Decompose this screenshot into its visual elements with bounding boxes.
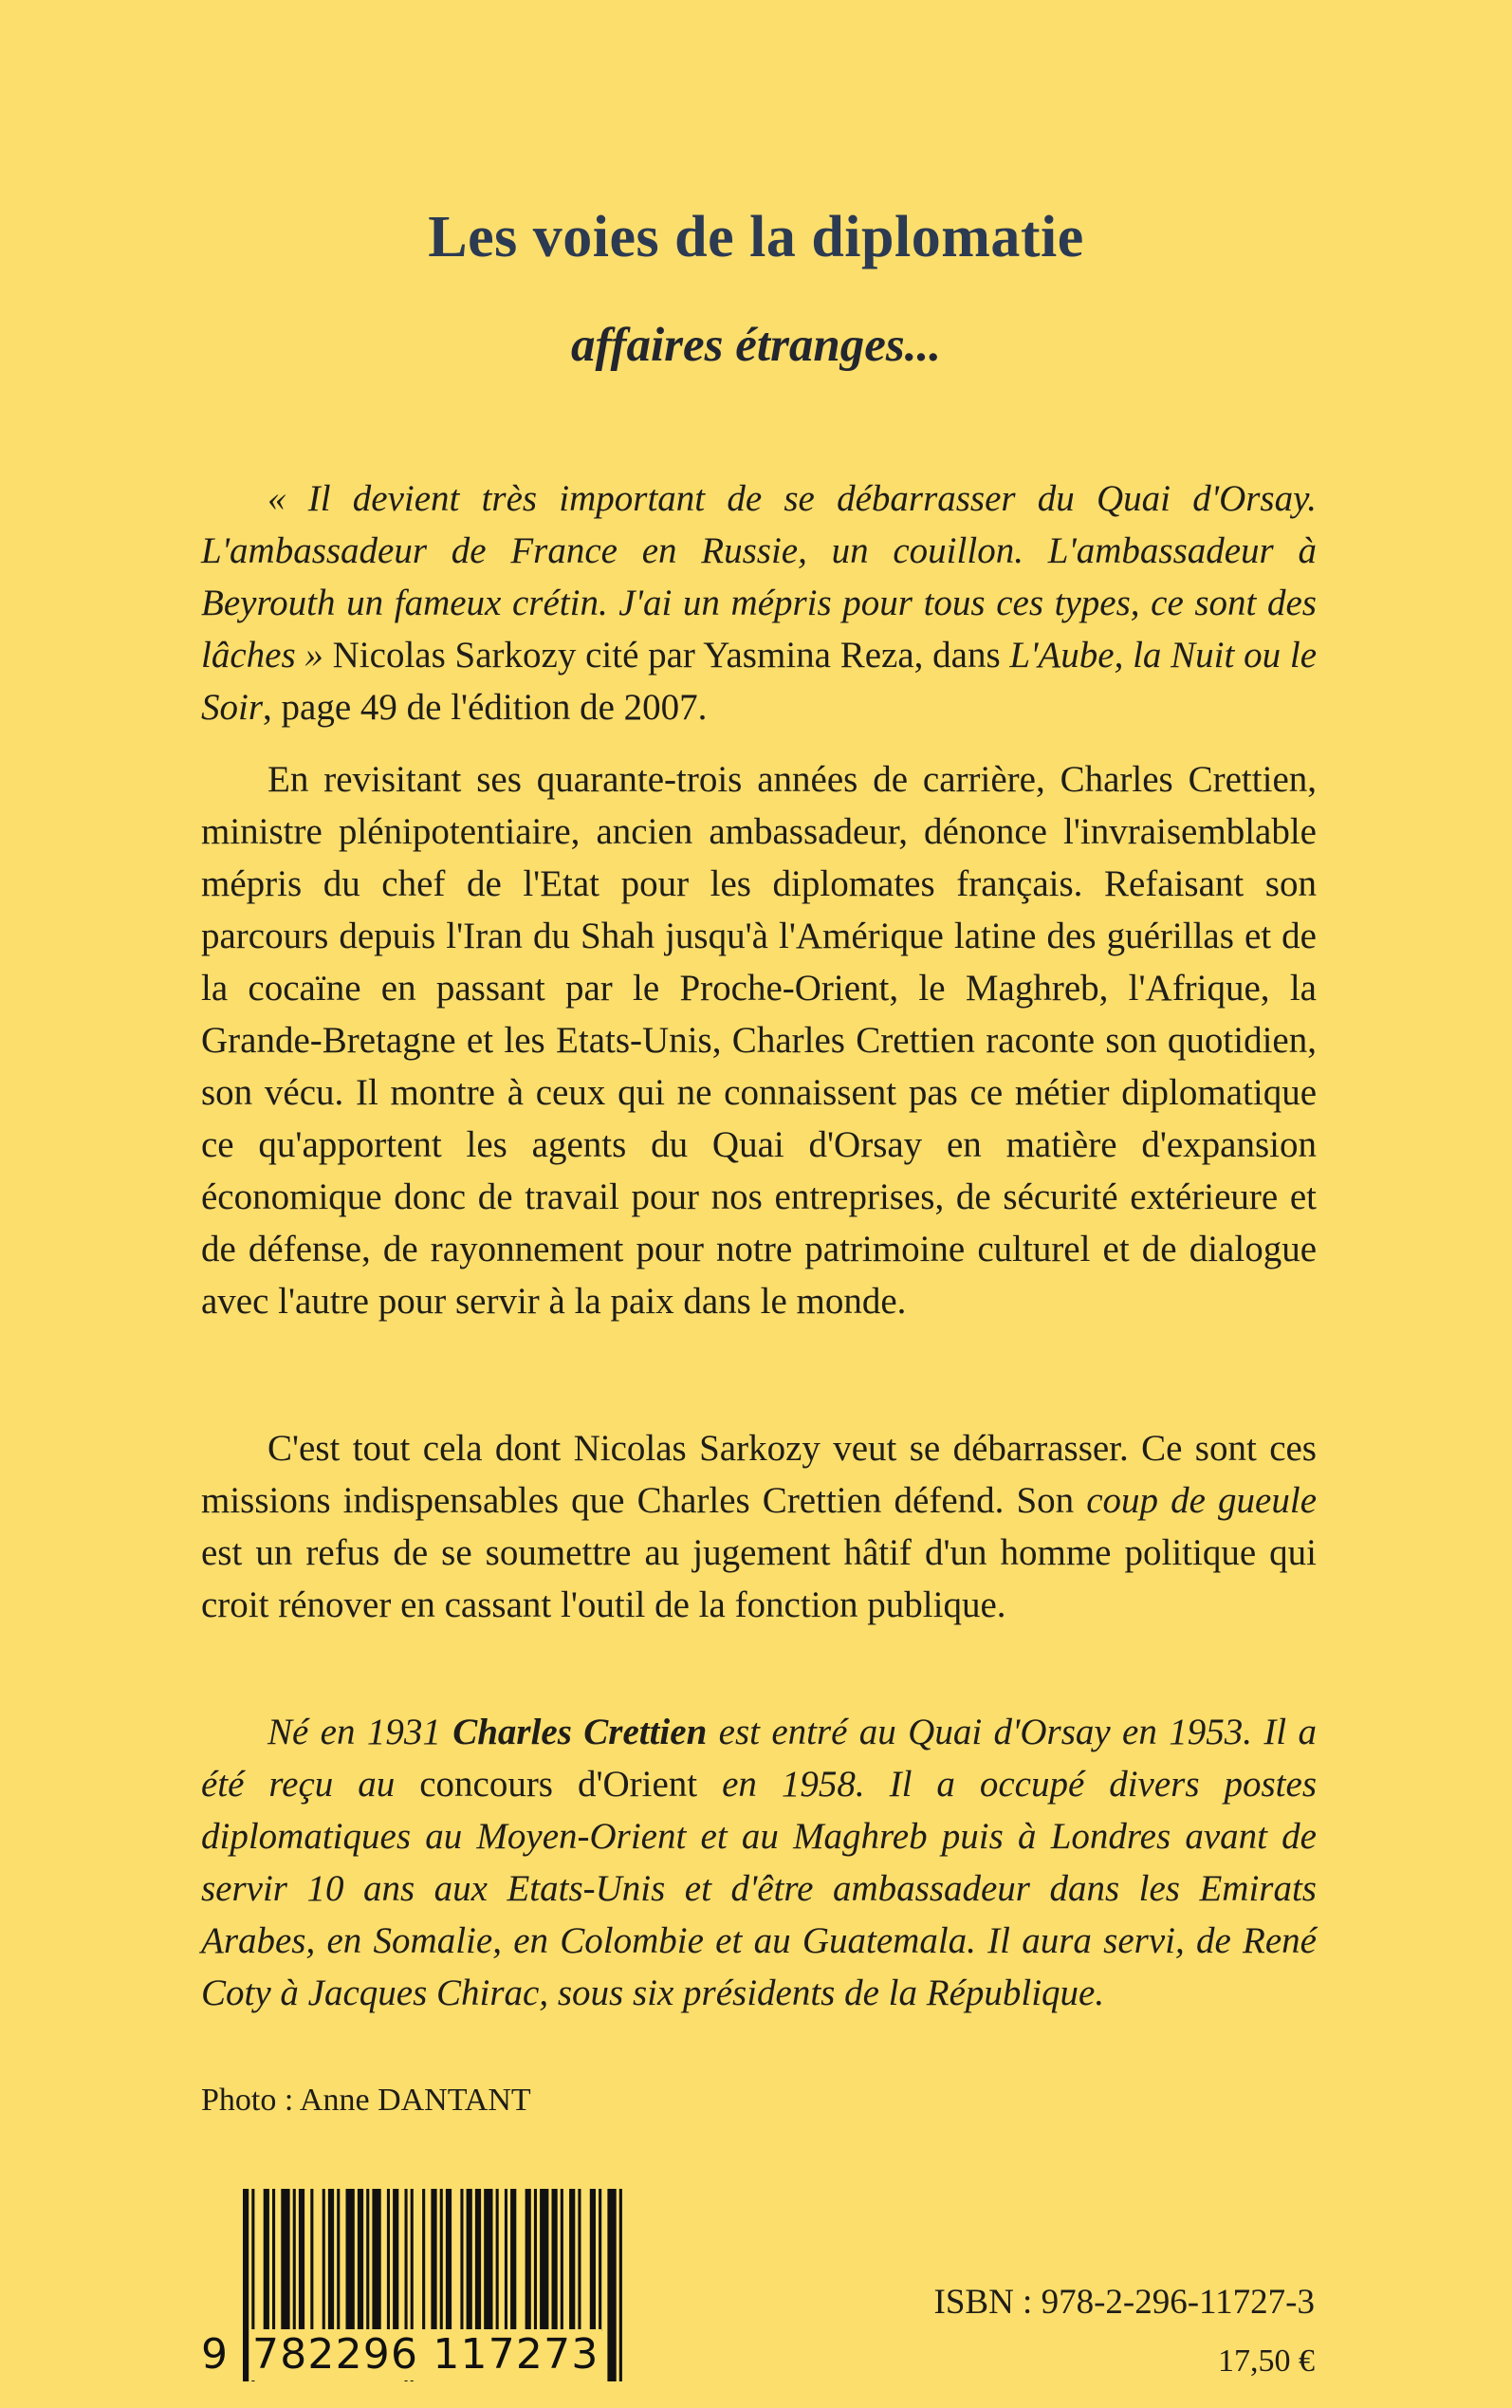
- barcode-bar: [496, 2189, 499, 2331]
- bio-part-3: en 1958. Il a occupé divers postes diplomatiques au Moyen-Orient et au Maghreb puis à Londres avant de servir 10 ans aux Etats-Unis et d'être ambassadeur dans les Emirats Arabes, en Somalie, en Colombie et au Guatemala. Il aura servi, de René Coty à Jacques Chirac, sous six présidents de la République.: [201, 1764, 1317, 2013]
- barcode-bar: [358, 2189, 363, 2331]
- barcode-bar: [475, 2189, 481, 2331]
- bio-author-name: Charles Crettien: [452, 1712, 708, 1752]
- barcode-bar: [281, 2189, 289, 2331]
- barcode-bar: [510, 2189, 516, 2331]
- barcode-digits: [201, 2329, 637, 2380]
- main-paragraph-1: En revisitant ses quarante-trois années de carrière, Charles Crettien, ministre plénipotentiaire, ancien ambassadeur, dénonce l'invraisemblable mépris du chef de l'Etat pour les diplomates français. Refaisant son parcours depuis l'Iran du Shah jusqu'à l'Amérique latine des guérillas et de la cocaïne en passant par le Proche-Orient, le Maghreb, l'Afrique, la Grande-Bretagne et les Etats-Unis, Charles Crettien raconte son quotidien, son vécu. Il montre à ceux qui ne connaissent pas ce métier diplomatique ce qu'apportent les agents du Quai d'Orsay en matière d'expansion économique donc de travail pour nos entreprises, de sécurité extérieure et de défense, de rayonnement pour notre patrimoine culturel et de dialogue avec l'autre pour servir à la paix dans le monde.: [201, 759, 1317, 1322]
- quote-italic: « Il devient très important de se débarrasser du Quai d'Orsay. L'ambassadeur de France en Russie, un couillon. L'ambassadeur à Beyrouth un fameux crétin. J'ai un mépris pour tous ces types, ce sont des lâches »: [201, 478, 1317, 676]
- book-subtitle: affaires étranges...: [570, 319, 942, 372]
- book-title: Les voies de la diplomatie: [428, 205, 1084, 269]
- barcode-bar: [323, 2189, 325, 2331]
- barcode-bar: [599, 2189, 601, 2331]
- barcode-bar: [346, 2189, 355, 2331]
- isbn: ISBN : 978-2-296-11727-3: [933, 2283, 1315, 2322]
- barcode-bar: [299, 2189, 304, 2331]
- barcode-bar: [540, 2189, 548, 2331]
- author-bio: [201, 1706, 1317, 2019]
- barcode-bar: [590, 2189, 596, 2331]
- barcode-bar: [431, 2189, 436, 2331]
- barcode-bar: [422, 2189, 425, 2331]
- barcode-bar: [387, 2189, 390, 2331]
- barcode-bar: [526, 2189, 531, 2331]
- barcode-bar: [578, 2189, 581, 2331]
- quote-edition: , page 49 de l'édition de 2007.: [263, 687, 708, 728]
- barcode-bar: [446, 2189, 452, 2331]
- barcode-bar: [372, 2189, 380, 2331]
- barcode-bar: [552, 2189, 558, 2331]
- quote-work-title: L'Aube, la Nuit ou le Soir: [201, 635, 1317, 728]
- barcode-bar: [505, 2189, 507, 2331]
- barcode-bar: [366, 2189, 369, 2331]
- barcode-bar: [264, 2189, 269, 2331]
- quote-attribution: Nicolas Sarkozy cité par Yasmina Reza, dans: [323, 635, 1010, 676]
- main-paragraph-2: [201, 1422, 1317, 1631]
- barcode-bar: [460, 2189, 463, 2331]
- barcode-bar: [467, 2189, 472, 2331]
- barcode-first-digit: 9: [201, 2330, 228, 2379]
- epigraph-quote: [201, 472, 1317, 733]
- bio-part-1: Né en 1931: [267, 1712, 453, 1752]
- main-paragraph-2-start: C'est tout cela dont Nicolas Sarkozy veut se débarrasser. Ce sont ces missions indispensables que Charles Crettien défend. Son: [201, 1428, 1317, 1521]
- photo-credit: Photo : Anne DANTANT: [201, 2083, 531, 2118]
- price: 17,50 €: [1218, 2343, 1315, 2379]
- main-paragraph-2-end: est un refus de se soumettre au jugement hâtif d'un homme politique qui croit rénover en cassant l'outil de la fonction publique.: [201, 1532, 1317, 1625]
- barcode-bar: [534, 2189, 537, 2331]
- bio-contest: concours d'Orient: [419, 1764, 698, 1805]
- bio-part-2: est entré au Quai d'Orsay en 1953. Il a été reçu au: [201, 1712, 1317, 1805]
- barcode-bar: [337, 2189, 340, 2331]
- barcode-bar: [293, 2189, 296, 2331]
- barcode-bar: [569, 2189, 575, 2331]
- barcode-bar: [440, 2189, 443, 2331]
- main-paragraph-2-italic: coup de gueule: [1086, 1480, 1318, 1521]
- barcode-bar: [484, 2189, 492, 2331]
- barcode-number: 782296 117273: [252, 2330, 599, 2379]
- barcode-bar: [310, 2189, 313, 2331]
- barcode-bar: [272, 2189, 275, 2331]
- barcode-bar: [561, 2189, 563, 2331]
- barcode-bar: [393, 2189, 398, 2331]
- barcode-bar: [328, 2189, 334, 2331]
